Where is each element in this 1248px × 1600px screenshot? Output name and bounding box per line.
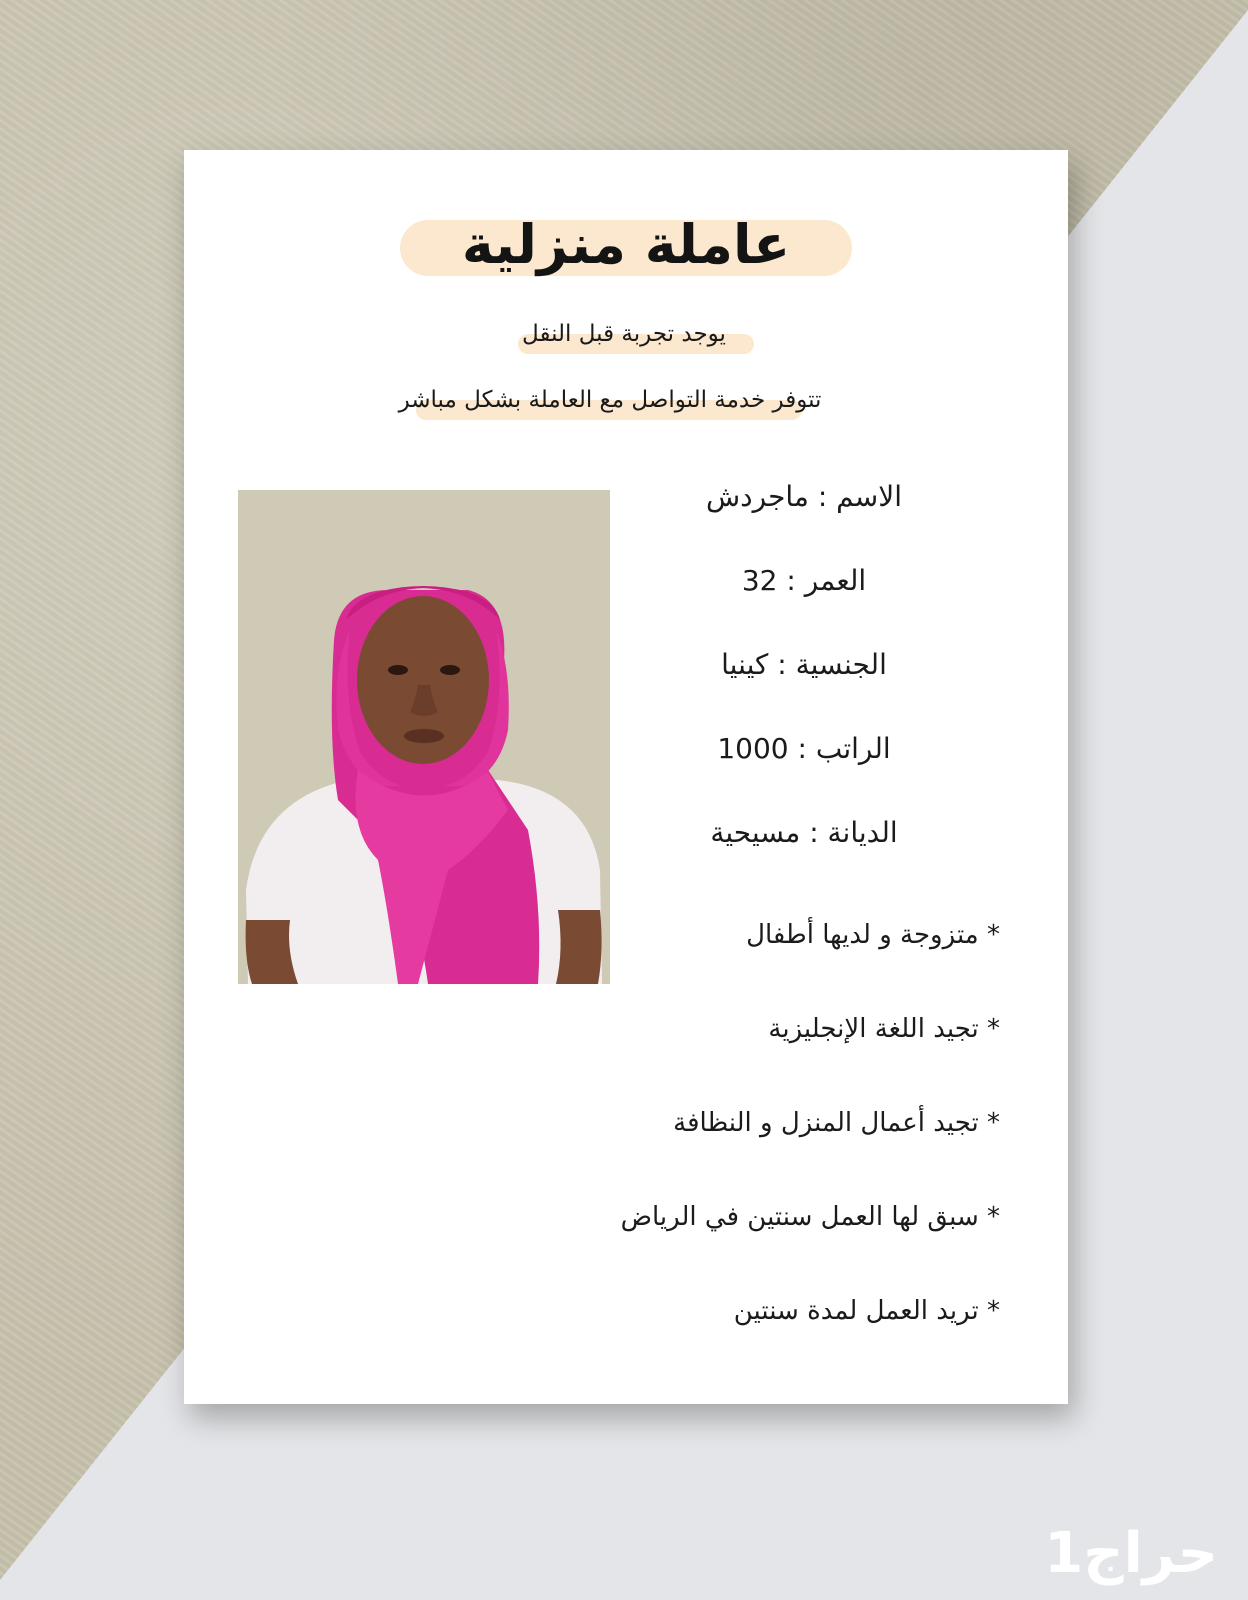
bullet-item: * سبق لها العمل سنتين في الرياض [620, 1202, 1000, 1232]
trial-note-text: يوجد تجربة قبل النقل [522, 321, 726, 347]
religion-field: الديانة : مسيحية [710, 816, 898, 849]
contact-note-text: تتوفر خدمة التواصل مع العاملة بشكل مباشر [398, 387, 822, 413]
worker-profile-card [184, 150, 1068, 1404]
nationality-field: الجنسية : كينيا [721, 648, 887, 681]
worker-photo [238, 490, 610, 984]
trial-note [504, 316, 744, 352]
bullet-item: * تجيد اللغة الإنجليزية [768, 1014, 1000, 1044]
name-field: الاسم : ماجردش [705, 480, 902, 513]
bullet-item: * تريد العمل لمدة سنتين [733, 1296, 1000, 1326]
salary-field: الراتب : 1000 [717, 732, 891, 765]
contact-note [388, 382, 832, 418]
bullet-item: * متزوجة و لديها أطفال [746, 920, 1000, 950]
title-block [400, 212, 852, 278]
age-field: العمر : 32 [741, 564, 867, 597]
page-title: عاملة منزلية [461, 213, 791, 276]
worker-portrait-illustration [238, 490, 610, 984]
bullet-item: * تجيد أعمال المنزل و النظافة [673, 1108, 1000, 1138]
watermark-logo: حراج1 [1044, 1521, 1218, 1586]
